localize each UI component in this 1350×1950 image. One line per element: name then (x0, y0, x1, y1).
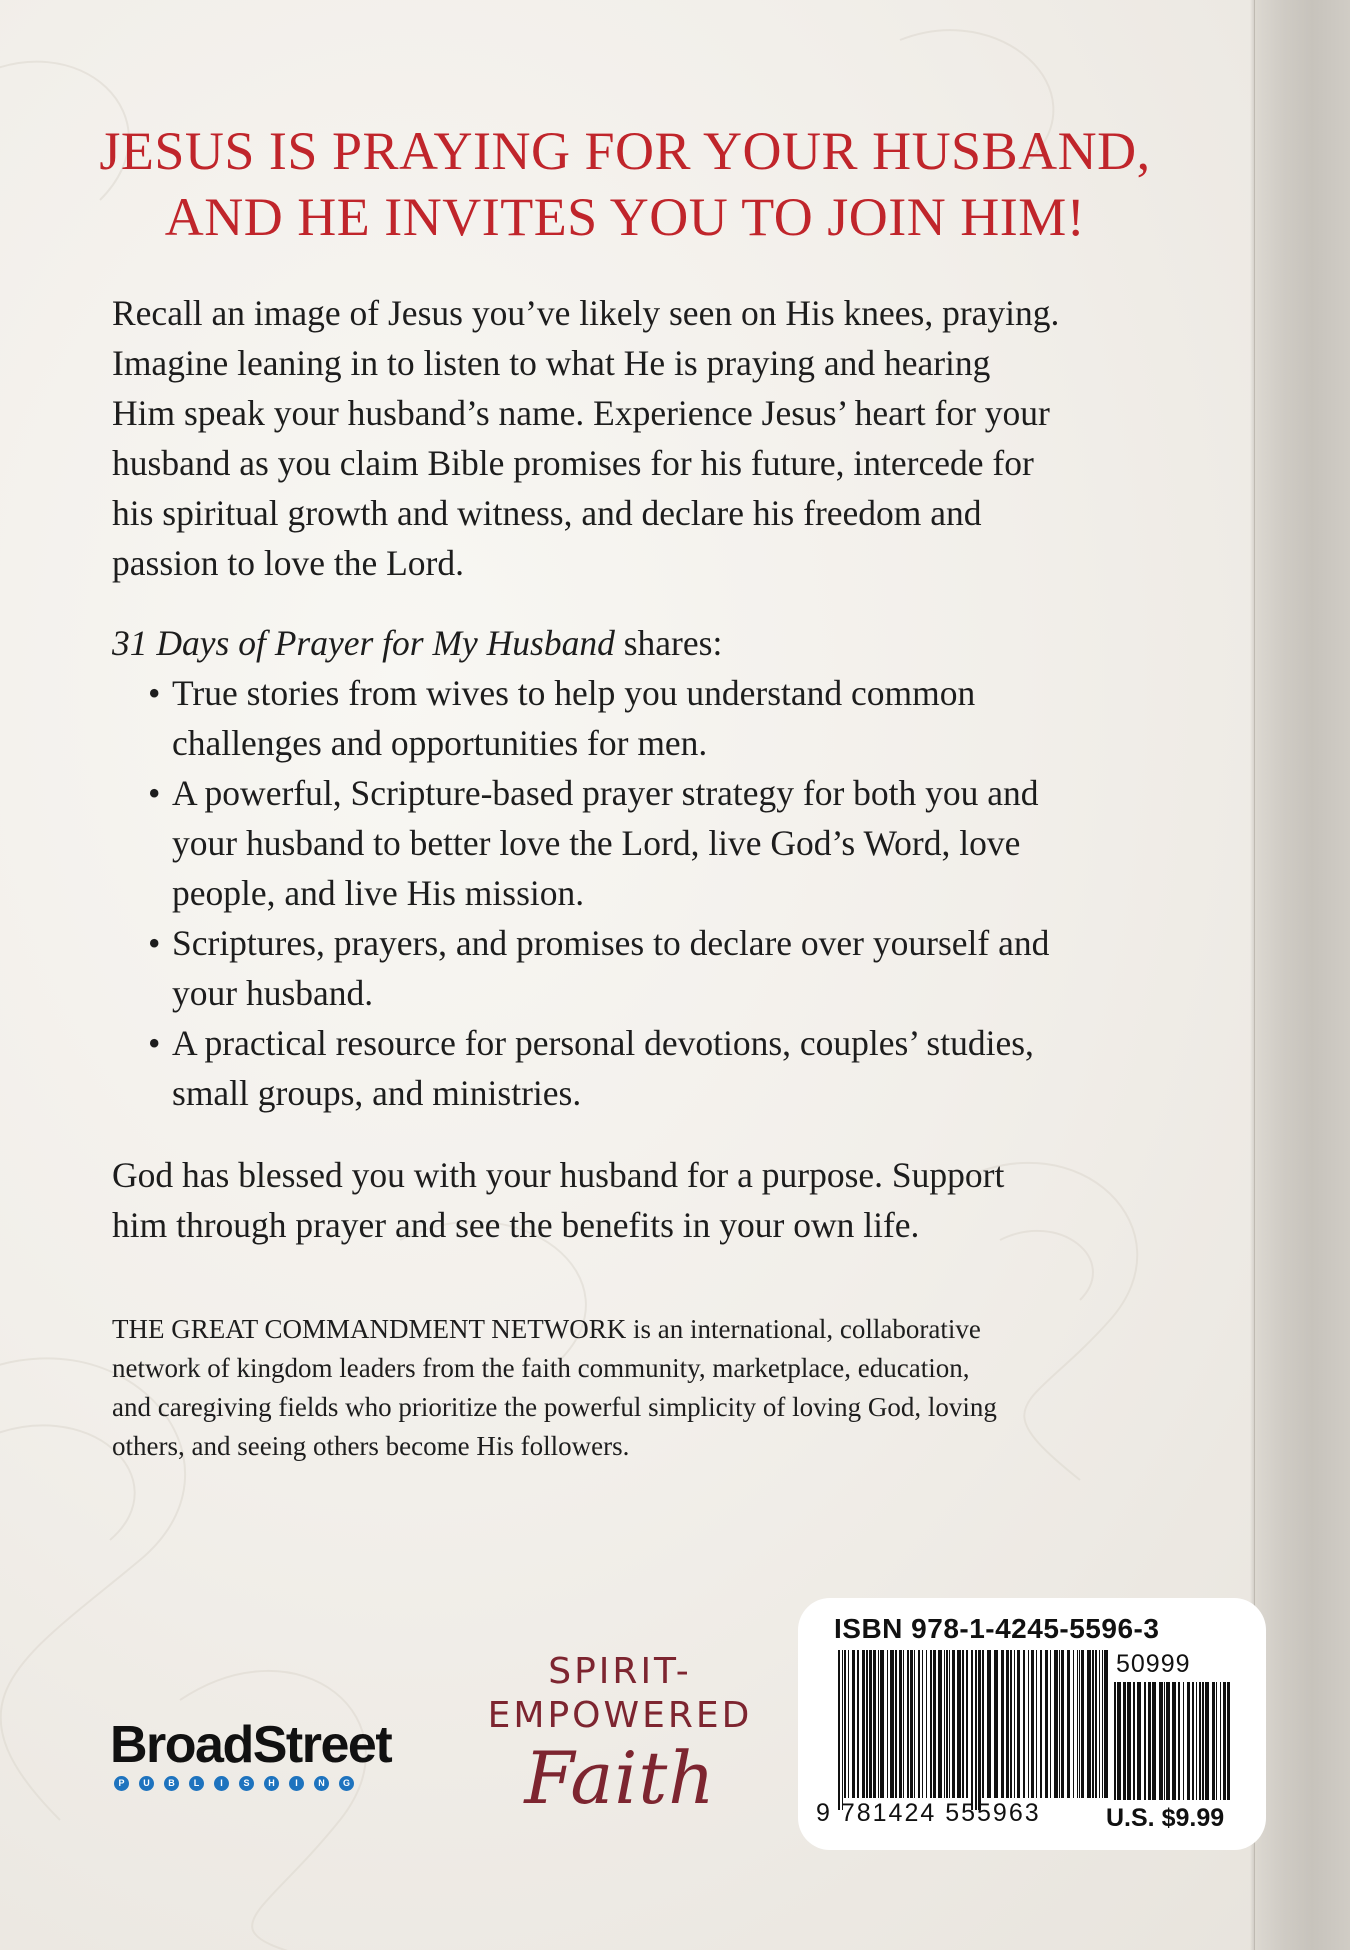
barcode-bar (899, 1650, 902, 1798)
network-line: network of kingdom leaders from the faith community, marketplace, education, (112, 1353, 970, 1383)
barcode-bar (1061, 1650, 1064, 1798)
book-title: 31 Days of Prayer for My Husband (112, 623, 615, 663)
intro-line: Recall an image of Jesus you’ve likely seen on His knees, praying. (112, 293, 1060, 333)
barcode-bar (907, 1650, 909, 1798)
barcode-bar (1220, 1682, 1221, 1800)
list-item (112, 768, 1162, 918)
barcode-bar (878, 1650, 879, 1798)
publisher-letter: B (164, 1776, 179, 1791)
barcode-bar (1137, 1682, 1141, 1800)
barcode-bar (922, 1650, 923, 1798)
barcode-bar (910, 1650, 913, 1798)
faith-logo-script: Faith (524, 1736, 716, 1820)
barcode-bar (903, 1650, 904, 1798)
list-item-line: challenges and opportunities for men. (172, 723, 708, 763)
barcode-bar (1104, 1650, 1108, 1798)
barcode-bar (1102, 1650, 1103, 1798)
barcode-bar (994, 1650, 998, 1798)
barcode-bar (1117, 1682, 1121, 1800)
barcode-bar (873, 1650, 876, 1798)
barcode-bar (987, 1650, 991, 1798)
list-item (112, 918, 1162, 1018)
publisher-letter: G (339, 1776, 354, 1791)
addon-digits: 50999 (1116, 1650, 1191, 1678)
barcode-bar (938, 1650, 942, 1798)
barcode-bar (1123, 1682, 1126, 1800)
faith-logo-line-2: EMPOWERED (487, 1695, 753, 1736)
barcode-bar (1031, 1650, 1034, 1798)
publisher-letter: I (289, 1776, 304, 1791)
barcode-bar (971, 1650, 973, 1810)
barcode-bar (1040, 1650, 1042, 1798)
barcode-bar (866, 1650, 868, 1798)
barcode-bar (1227, 1682, 1230, 1800)
barcode-bar (1059, 1650, 1060, 1798)
intro-line: his spiritual growth and witness, and declare his freedom and (112, 493, 982, 533)
barcode-bar (966, 1650, 968, 1798)
publisher-letter: L (189, 1776, 204, 1791)
barcode-bar (1159, 1682, 1163, 1800)
barcode-bar (1028, 1650, 1029, 1798)
barcode-bar (914, 1650, 915, 1798)
intro-paragraph (112, 288, 1162, 588)
barcode-bar (952, 1650, 955, 1798)
isbn-label: ISBN 978-1-4245-5596-3 (834, 1613, 1160, 1644)
bullet-icon: • (148, 773, 161, 813)
bullet-icon: • (148, 673, 161, 713)
barcode-bar (1152, 1682, 1156, 1800)
barcode-bar (852, 1650, 855, 1798)
barcode-bar (944, 1650, 945, 1798)
barcode-bar (1001, 1650, 1004, 1798)
barcode-bar (880, 1650, 884, 1798)
barcode-bar (1202, 1682, 1204, 1800)
barcode-bar (1166, 1682, 1170, 1800)
network-line: others, and seeing others become His followers. (112, 1431, 630, 1461)
barcode-bar (918, 1650, 920, 1798)
barcode-bar (1036, 1650, 1037, 1798)
barcode-bar (1192, 1682, 1194, 1800)
list-item-line: your husband to better love the Lord, live God’s Word, love (172, 823, 1021, 863)
barcode-bar (1148, 1682, 1151, 1800)
barcode-bar (1017, 1650, 1020, 1798)
publisher-name: BroadStreet (110, 1716, 392, 1774)
headline-line-1: JESUS IS PRAYING FOR YOUR HUSBAND, (99, 121, 1151, 181)
closing-line: God has blessed you with your husband for a purpose. Support (112, 1155, 1005, 1195)
barcode-bar (1199, 1682, 1201, 1800)
list-item-line: small groups, and ministries. (172, 1073, 582, 1113)
publisher-letter: S (239, 1776, 254, 1791)
addon-barcode (1114, 1682, 1230, 1800)
barcode-bar (1178, 1682, 1180, 1800)
barcode-bar (1014, 1650, 1015, 1798)
shares-heading (112, 618, 1162, 668)
barcode-bar (895, 1650, 897, 1798)
publisher-letter: P (114, 1776, 129, 1791)
barcode-bar (1092, 1650, 1094, 1798)
publisher-letter: H (264, 1776, 279, 1791)
list-item-line: your husband. (172, 973, 374, 1013)
barcode-bar (1073, 1650, 1074, 1798)
list-item (112, 668, 1162, 768)
barcode-bar (1010, 1650, 1012, 1798)
closing-paragraph (112, 1150, 1162, 1250)
barcode-bar (978, 1650, 981, 1810)
barcode-bar (1183, 1682, 1184, 1800)
intro-line: passion to love the Lord. (112, 543, 464, 583)
list-item-line: A powerful, Scripture-based prayer strategy for both you and (172, 773, 1039, 813)
ean-barcode (838, 1650, 1110, 1810)
barcode-bar (1212, 1682, 1215, 1800)
barcode-bar (1205, 1682, 1209, 1800)
barcode-bar (1144, 1682, 1146, 1800)
bullet-icon: • (148, 923, 161, 963)
barcode-bar (949, 1650, 950, 1798)
barcode-digits: 9 781424 555963 (816, 1799, 1041, 1827)
barcode-bar (857, 1650, 859, 1798)
barcode-bar (982, 1650, 984, 1798)
network-line: THE GREAT COMMANDMENT NETWORK is an international, collaborative (112, 1314, 981, 1344)
barcode-bar (1187, 1682, 1190, 1800)
barcode-bar (930, 1650, 932, 1798)
publisher-letter: N (314, 1776, 329, 1791)
barcode-bar (1127, 1682, 1131, 1800)
list-item-line: A practical resource for personal devotions, couples’ studies, (172, 1023, 1034, 1063)
barcode-bar (1114, 1682, 1116, 1800)
barcode-bar (962, 1650, 964, 1798)
bullet-icon: • (148, 1023, 161, 1063)
barcode-bar (1079, 1650, 1080, 1798)
headline-line-2: AND HE INVITES YOU TO JOIN HIM! (164, 187, 1086, 247)
list-item-line: Scriptures, prayers, and promises to declare over yourself and (172, 923, 1050, 963)
barcode-bar (1164, 1682, 1165, 1800)
barcode-bar (1223, 1682, 1226, 1800)
faith-logo-line-1: SPIRIT- (548, 1651, 692, 1692)
list-item-line: True stories from wives to help you understand common (172, 673, 976, 713)
barcode-bar (946, 1650, 948, 1798)
barcode-bar (975, 1650, 977, 1810)
publisher-subtitle (114, 1776, 430, 1791)
barcode-bar (844, 1650, 846, 1798)
publisher-logo (110, 1718, 430, 1791)
barcode-bar (1050, 1650, 1051, 1798)
headline (95, 118, 1155, 250)
list-item (112, 1018, 1162, 1118)
network-paragraph (112, 1310, 1162, 1466)
book-spine (1254, 0, 1350, 1950)
barcode-bar (1077, 1650, 1078, 1798)
barcode-bar (1196, 1682, 1197, 1800)
barcode-bar (1216, 1682, 1217, 1800)
barcode-bar (1023, 1650, 1025, 1798)
barcode-bar (838, 1650, 840, 1810)
shares-suffix: shares: (614, 623, 723, 663)
barcode-bar (842, 1650, 843, 1810)
intro-line: Him speak your husband’s name. Experience Jesus’ heart for your (112, 393, 1050, 433)
barcode-bar (1099, 1650, 1100, 1798)
network-line: and caregiving fields who prioritize the powerful simplicity of loving God, loving (112, 1392, 997, 1422)
barcode-bar (1081, 1650, 1084, 1798)
publisher-letter: U (139, 1776, 154, 1791)
barcode-bar (869, 1650, 872, 1798)
barcode-bar (890, 1650, 894, 1798)
barcode-bar (1087, 1650, 1091, 1798)
shares-section (112, 618, 1162, 1118)
spirit-empowered-faith-logo (470, 1650, 770, 1818)
barcode-panel (798, 1598, 1266, 1850)
closing-line: him through prayer and see the benefits in your own life. (112, 1205, 920, 1245)
intro-line: Imagine leaning in to listen to what He is praying and hearing (112, 343, 991, 383)
barcode-bar (957, 1650, 961, 1798)
intro-line: husband as you claim Bible promises for his future, intercede for (112, 443, 1034, 483)
barcode-bar (1095, 1650, 1097, 1798)
barcode-bar (1054, 1650, 1058, 1798)
list-item-line: people, and live His mission. (172, 873, 585, 913)
barcode-bar (887, 1650, 888, 1798)
barcode-bar (933, 1650, 936, 1798)
barcode-bar (862, 1650, 865, 1798)
price-label: U.S. $9.99 (1106, 1804, 1225, 1832)
barcode-bar (926, 1650, 927, 1798)
barcode-bar (1133, 1682, 1135, 1800)
barcode-bar (1172, 1682, 1176, 1800)
publisher-letter: I (214, 1776, 229, 1791)
barcode-bar (848, 1650, 849, 1798)
barcode-bar (1045, 1650, 1048, 1798)
barcode-bar (1006, 1650, 1009, 1798)
feature-list (112, 668, 1162, 1118)
barcode-bar (1067, 1650, 1070, 1798)
